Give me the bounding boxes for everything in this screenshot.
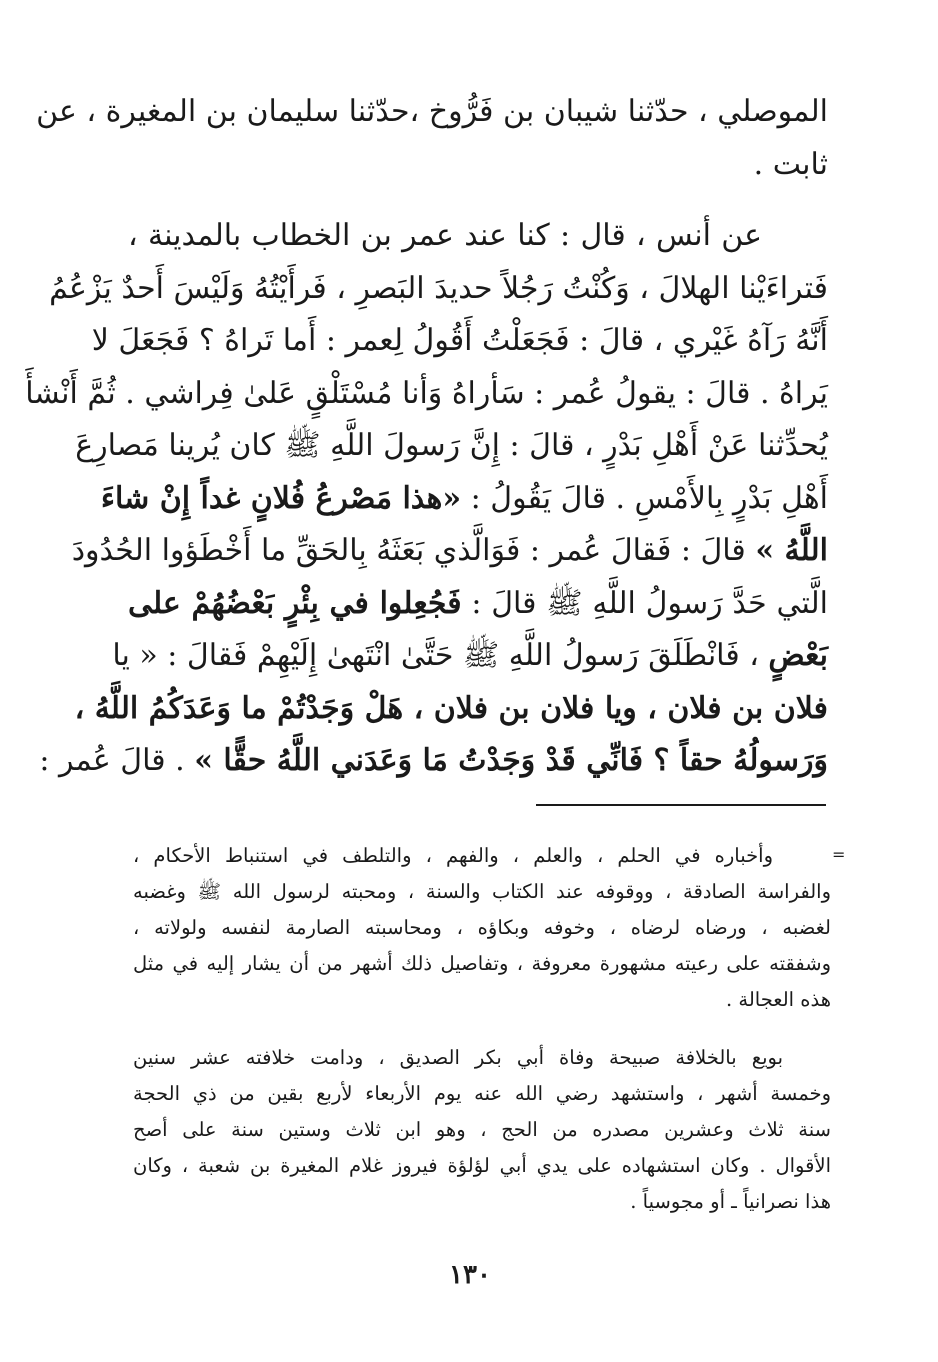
text-line bbox=[128, 210, 828, 263]
footnote-continued bbox=[133, 838, 831, 1018]
emphasized-text: بَعْضٍ bbox=[768, 638, 828, 673]
footnote-line: سنة ثلاث وعشرين مصدره من الحج ، وهو ابن ثلاث وستين سنة على أصح bbox=[133, 1118, 831, 1141]
line-text: . قالَ عُمر : bbox=[39, 743, 195, 778]
footnote-line: والفراسة الصادقة ، ووقوفه عند الكتاب والسنة ، ومحبته لرسول الله ﷺ وغضبه bbox=[133, 880, 831, 903]
text-line bbox=[49, 263, 828, 316]
footnote-line: وشفقته على رعيته مشهورة معروفة ، وتفاصيل ذلك أشهر من أن يشار إليه في مثل bbox=[133, 952, 831, 975]
line-text: عن أنس ، قال : كنا عند عمر بن الخطاب بالمدينة ، bbox=[128, 218, 762, 253]
quoted-prophetic-speech: فلان بن فلان ، ويا فلان بن فلان ، هَلْ وَجَدْتُمْ ما وَعَدَكُمُ اللَّهُ ، bbox=[74, 690, 828, 726]
text-line bbox=[112, 630, 828, 683]
text-line bbox=[75, 420, 828, 473]
footnote-line: بويع بالخلافة صبيحة وفاة أبي بكر الصديق ، ودامت خلافته عشر سنين bbox=[133, 1046, 783, 1069]
footnote-line: وخمسة أشهر ، واستشهد رضي الله عنه يوم الأربعاء لأربع بقين من ذي الحجة bbox=[133, 1082, 831, 1105]
text-line bbox=[71, 525, 828, 578]
footnote-separator bbox=[536, 804, 826, 806]
text-line bbox=[91, 315, 828, 368]
quoted-prophetic-speech: وَرَسولُهُ حقاً ؟ فَانِّي قَدْ وَجَدْتُ مَا وَعَدَني اللَّهُ حقًّا » bbox=[194, 743, 828, 778]
quoted-prophetic-speech: اللَّهُ » bbox=[755, 533, 828, 568]
line-text: ، فَانْطَلَقَ رَسولُ اللَّهِ ﷺ حَتَّىٰ انْتَهىٰ إِلَيْهِمْ فَقالَ : « يا bbox=[112, 638, 769, 673]
line-text: يَراهُ . قالَ : يقولُ عُمر : سَأراهُ وَأنا مُسْتَلْقٍ عَلىٰ فِراشي . ثُمَّ أَنْشأَ bbox=[25, 375, 828, 411]
line-text: الَّتي حَدَّ رَسولُ اللَّهِ ﷺ قالَ : bbox=[461, 585, 828, 621]
emphasized-text: فَجُعِلوا في بِئْرٍ بَعْضُهُمْ على bbox=[128, 585, 462, 621]
line-text: قالَ : فَقالَ عُمر : فَوَالَّذي بَعَثَهُ بِالحَقِّ ما أَخْطَؤوا الحُدُودَ bbox=[71, 533, 756, 568]
paragraph-isnad bbox=[36, 86, 828, 191]
footnote-line: وأخباره في الحلم ، والعلم ، والفهم ، والتلطف في استنباط الأحكام ، bbox=[133, 844, 773, 867]
line-text: أَنَّهُ رَآهُ غَيْري ، قالَ : فَجَعَلْتُ أَقُولُ لِعمر : أَما تَراهُ ؟ فَجَعَلَ لا bbox=[91, 323, 828, 358]
footnote-line: هذا نصرانياً ـ أو مجوسياً . bbox=[630, 1190, 831, 1213]
text-line bbox=[128, 578, 828, 631]
paragraph-hadith bbox=[25, 210, 828, 788]
text-line bbox=[100, 473, 828, 526]
footnote-line: هذه العجالة . bbox=[725, 988, 831, 1011]
text-line bbox=[74, 683, 828, 736]
footnote-line: لغضبه ، ورضاه لرضاه ، وخوفه وبكاؤه ، ومحاسبته الصارمة لنفسه ولولاته ، bbox=[133, 916, 831, 939]
text-line: ثابت . bbox=[753, 146, 828, 182]
line-text: يُحدِّثنا عَنْ أَهْلِ بَدْرٍ ، قالَ : إِنَّ رَسولَ اللَّهِ ﷺ كان يُرينا مَصارِعَ bbox=[75, 428, 828, 463]
text-line bbox=[39, 735, 828, 788]
footnote-umar-biography bbox=[133, 1040, 831, 1220]
line-text: أَهْلِ بَدْرٍ بِالأَمْسِ . قالَ يَقُولُ : bbox=[461, 480, 828, 516]
footnote-line: الأقوال . وكان استشهاده على يدي أبي لؤلؤة فيروز غلام المغيرة بن شعبة ، وكان bbox=[133, 1154, 831, 1177]
page-number: ١٣٠ bbox=[449, 1260, 491, 1290]
line-text: فَتراءَيْنا الهلالَ ، وَكُنْتُ رَجُلاً حديدَ البَصرِ ، فَرأَيْتُهُ وَلَيْسَ أَحدٌ يَزْعُمُ bbox=[49, 270, 828, 306]
text-line: الموصلي ، حدّثنا شيبان بن فَرُّوخ ،حدّثنا سليمان بن المغيرة ، عن bbox=[36, 94, 828, 129]
footnote-continuation-marker: = bbox=[832, 845, 846, 864]
text-line bbox=[25, 368, 828, 421]
quoted-prophetic-speech: «هذا مَصْرعُ فُلانٍ غداً إِنْ شاءَ bbox=[100, 480, 462, 516]
